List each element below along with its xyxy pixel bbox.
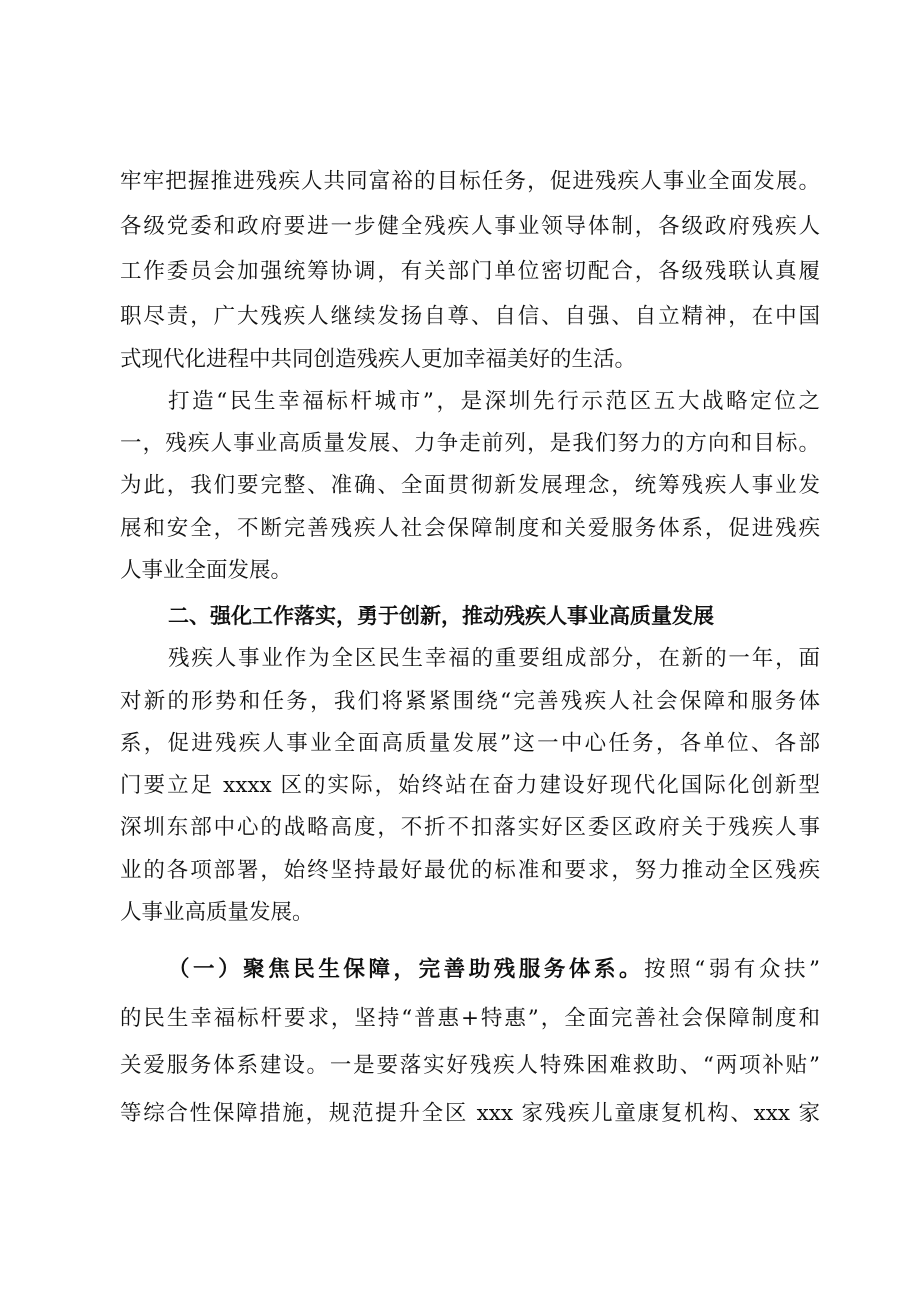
paragraph-2-line-4: 展和安全，不断完善残疾人社会保障制度和关爱服务体系，促进残疾 (120, 516, 820, 541)
paragraph-1-line-4: 职尽责，广大残疾人继续发扬自尊、自信、自强、自立精神，在中国 (120, 304, 820, 329)
paragraph-3-line-4: 门要立足 xxxx 区的实际，始终站在奋力建设好现代化国际化创新型 (120, 773, 820, 798)
paragraph-4-line-1 (168, 950, 820, 990)
paragraph-4-line-4: 等综合性保障措施，规范提升全区 xxx 家残疾儿童康复机构、xxx 家 (120, 1101, 820, 1126)
paragraph-2-line-3: 为此，我们要完整、准确、全面贯彻新发展理念，统筹残疾人事业发 (120, 473, 820, 498)
paragraph-1-line-3: 工作委员会加强统筹协调，有关部门单位密切配合，各级残联认真履 (120, 259, 820, 284)
subsection-heading: （一）聚焦民生保障，完善助残服务体系。 (168, 957, 645, 982)
paragraph-3-line-2: 对新的形势和任务，我们将紧紧围绕“完善残疾人社会保障和服务体 (120, 689, 820, 714)
paragraph-2-line-2: 一，残疾人事业高质量发展、力争走前列，是我们努力的方向和目标。 (120, 431, 820, 456)
paragraph-1-line-5: 式现代化进程中共同创造残疾人更加幸福美好的生活。 (120, 347, 637, 372)
paragraph-1-line-2: 各级党委和政府要进一步健全残疾人事业领导体制，各级政府残疾人 (120, 214, 820, 239)
paragraph-3-line-7: 人事业高质量发展。 (120, 900, 314, 925)
paragraph-3-line-5: 深圳东部中心的战略高度，不折不扣落实好区委区政府关于残疾人事 (120, 815, 820, 840)
section-heading: 二、强化工作落实，勇于创新，推动残疾人事业高质量发展 (168, 604, 714, 628)
paragraph-2-line-1: 打造“民生幸福标杆城市”，是深圳先行示范区五大战略定位之 (168, 389, 820, 414)
paragraph-4-line-3: 关爱服务体系建设。一是要落实好残疾人特殊困难救助、“两项补贴” (120, 1053, 820, 1078)
paragraph-4-line-2: 的民生幸福标杆要求，坚持“普惠+特惠”，全面完善社会保障制度和 (120, 1006, 820, 1031)
paragraph-3-line-3: 系，促进残疾人事业全面高质量发展”这一中心任务，各单位、各部 (120, 731, 820, 756)
paragraph-3-line-6: 业的各项部署，始终坚持最好最优的标准和要求，努力推动全区残疾 (120, 858, 820, 883)
paragraph-4-line-1-rest: 按照“弱有众扶” (644, 957, 820, 982)
paragraph-2-line-5: 人事业全面发展。 (120, 558, 293, 583)
paragraph-1-line-1: 牢牢把握推进残疾人共同富裕的目标任务，促进残疾人事业全面发展。 (120, 169, 820, 194)
paragraph-3-line-1: 残疾人事业作为全区民生幸福的重要组成部分，在新的一年，面 (168, 646, 820, 671)
